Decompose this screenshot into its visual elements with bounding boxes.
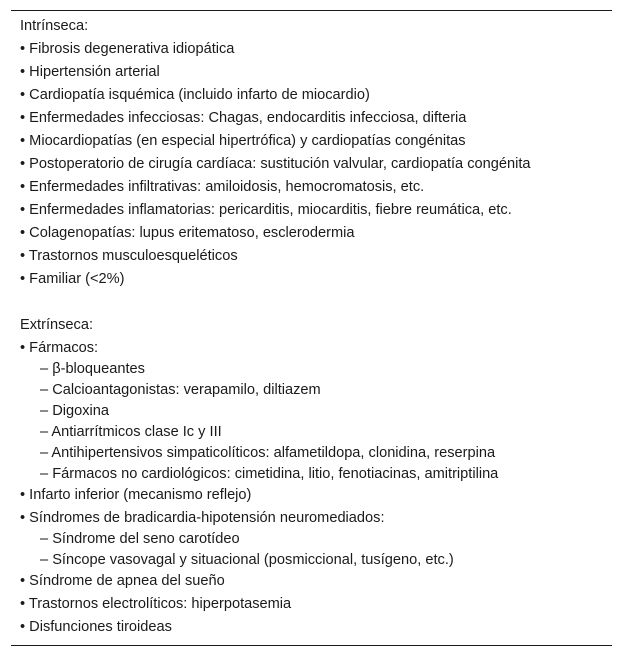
list-item xyxy=(20,107,612,130)
bullet-marker: • xyxy=(20,619,26,635)
list-item-text: Fibrosis degenerativa idiopática xyxy=(29,41,235,57)
sub-list-item xyxy=(20,529,612,550)
sub-list-item-text: Síndrome del seno carotídeo xyxy=(52,531,240,547)
list-item xyxy=(20,153,612,176)
bullet-marker: • xyxy=(20,510,26,526)
list-item-farmacos xyxy=(20,337,612,360)
list-item xyxy=(20,84,612,107)
sub-list-item xyxy=(20,380,612,401)
bullet-marker: • xyxy=(20,133,26,149)
causes-table xyxy=(11,10,612,646)
bullet-marker: • xyxy=(20,64,26,80)
sub-list-item-text: Digoxina xyxy=(52,403,109,419)
list-item-text: Hipertensión arterial xyxy=(29,64,160,80)
dash-marker: – xyxy=(40,403,49,419)
dash-marker: – xyxy=(40,531,49,547)
list-item xyxy=(20,199,612,222)
section-spacer xyxy=(20,291,612,314)
extrinseca-heading: Extrínseca: xyxy=(20,317,93,333)
dash-marker: – xyxy=(40,382,49,398)
dash-marker: – xyxy=(40,466,49,482)
bullet-marker: • xyxy=(20,487,26,503)
list-item-text: Trastornos musculoesqueléticos xyxy=(28,248,238,264)
list-item xyxy=(20,130,612,153)
sub-list-item-text: Antiarrítmicos clase Ic y III xyxy=(51,424,222,440)
dash-marker: – xyxy=(40,424,49,440)
list-item-text: Miocardiopatías (en especial hipertrófica) y cardiopatías congénitas xyxy=(29,133,466,149)
sindromes-sublist xyxy=(20,529,612,571)
bullet-marker: • xyxy=(20,596,26,612)
list-item-text: Trastornos electrolíticos: hiperpotasemia xyxy=(28,596,292,612)
sub-list-item-text: Síncope vasovagal y situacional (posmiccional, tusígeno, etc.) xyxy=(52,552,454,568)
bullet-marker: • xyxy=(20,271,26,287)
list-item xyxy=(20,222,612,245)
intrinseca-heading: Intrínseca: xyxy=(20,18,89,34)
list-item-text: Síndromes de bradicardia-hipotensión neuromediados: xyxy=(29,510,385,526)
bullet-marker: • xyxy=(20,179,26,195)
sub-list-item xyxy=(20,443,612,464)
bullet-marker: • xyxy=(20,225,26,241)
table-cell xyxy=(20,15,612,639)
list-item-tiroideas xyxy=(20,616,612,639)
list-item xyxy=(20,61,612,84)
list-item-electroliticos xyxy=(20,593,612,616)
list-item-infarto xyxy=(20,484,612,507)
list-item xyxy=(20,245,612,268)
bullet-marker: • xyxy=(20,202,26,218)
list-item-text: Infarto inferior (mecanismo reflejo) xyxy=(29,487,252,503)
list-item-apnea xyxy=(20,570,612,593)
bullet-marker: • xyxy=(20,41,26,57)
bullet-marker: • xyxy=(20,156,26,172)
list-item-text: Colagenopatías: lupus eritematoso, esclerodermia xyxy=(29,225,355,241)
list-item-text: Disfunciones tiroideas xyxy=(29,619,172,635)
list-item-text: Fármacos: xyxy=(29,340,99,356)
list-item xyxy=(20,176,612,199)
bullet-marker: • xyxy=(20,87,26,103)
list-item-text: Cardiopatía isquémica (incluido infarto de miocardio) xyxy=(29,87,370,103)
bullet-marker: • xyxy=(20,110,26,126)
list-item-text: Familiar (<2%) xyxy=(29,271,125,287)
bullet-marker: • xyxy=(20,573,26,589)
sub-list-item xyxy=(20,422,612,443)
list-item xyxy=(20,38,612,61)
sub-list-item-text: β-bloqueantes xyxy=(52,361,145,377)
list-item-sindromes xyxy=(20,507,612,530)
list-item-text: Postoperatorio de cirugía cardíaca: sustitución valvular, cardiopatía congénita xyxy=(29,156,531,172)
bullet-marker: • xyxy=(20,248,26,264)
sub-list-item-text: Calcioantagonistas: verapamilo, diltiazem xyxy=(52,382,321,398)
dash-marker: – xyxy=(40,445,49,461)
list-item-text: Enfermedades infecciosas: Chagas, endocarditis infecciosa, difteria xyxy=(29,110,467,126)
list-item-text: Síndrome de apnea del sueño xyxy=(29,573,225,589)
sub-list-item-text: Antihipertensivos simpaticolíticos: alfametildopa, clonidina, reserpina xyxy=(51,445,496,461)
dash-marker: – xyxy=(40,552,49,568)
list-item xyxy=(20,268,612,291)
sub-list-item xyxy=(20,464,612,485)
dash-marker: – xyxy=(40,361,49,377)
farmacos-sublist xyxy=(20,359,612,485)
bullet-marker: • xyxy=(20,340,26,356)
sub-list-item xyxy=(20,401,612,422)
list-item-text: Enfermedades infiltrativas: amiloidosis, hemocromatosis, etc. xyxy=(29,179,425,195)
sub-list-item xyxy=(20,359,612,380)
sub-list-item xyxy=(20,550,612,571)
list-item-text: Enfermedades inflamatorias: pericarditis, miocarditis, fiebre reumática, etc. xyxy=(29,202,512,218)
sub-list-item-text: Fármacos no cardiológicos: cimetidina, litio, fenotiacinas, amitriptilina xyxy=(52,466,499,482)
